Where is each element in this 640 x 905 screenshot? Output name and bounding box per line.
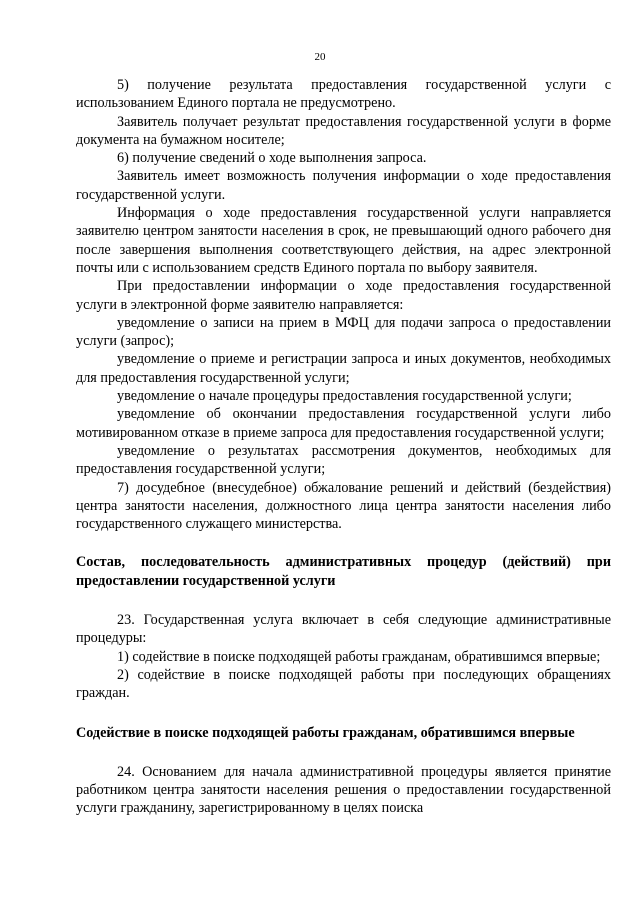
paragraph: уведомление о результатах рассмотрения документов, необходимых для предоставления государственной услуги; bbox=[76, 442, 611, 478]
paragraph: 5) получение результата предоставления государственной услуги с использованием Единого портала не предусмотрено. bbox=[76, 77, 611, 112]
paragraph: уведомление о приеме и регистрации запроса и иных документов, необходимых для предоставления государственной услуги; bbox=[76, 351, 611, 386]
document-body bbox=[76, 76, 611, 818]
paragraph: Информация о ходе предоставления государственной услуги направляется заявителю центром занятости населения в срок, не превышающий одного рабочего дня после завершения выполнения соответствующего действия, на адрес электронной почты или с использованием средств Единого портала по выбору заявителя. bbox=[76, 205, 611, 276]
paragraph: уведомление о записи на прием в МФЦ для подачи запроса о предоставлении услуги (запрос); bbox=[76, 314, 611, 350]
paragraph: уведомление об окончании предоставления государственной услуги либо мотивированном отказе в приеме запроса для предоставления государственной услуги; bbox=[76, 406, 611, 441]
paragraph: 2) содействие в поиске подходящей работы при последующих обращениях граждан. bbox=[76, 666, 611, 702]
paragraph: 6) получение сведений о ходе выполнения запроса. bbox=[117, 150, 427, 167]
paragraph: Заявитель получает результат предоставления государственной услуги в форме документа на бумажном носителе; bbox=[76, 113, 611, 148]
paragraph: При предоставлении информации о ходе предоставления государственной услуги в электронной форме заявителю направляется: bbox=[76, 278, 611, 313]
paragraph: уведомление о начале процедуры предоставления государственной услуги; bbox=[117, 388, 572, 405]
paragraph: 1) содействие в поиске подходящей работы гражданам, обратившимся впервые; bbox=[117, 648, 601, 665]
paragraph: 24. Основанием для начала административной процедуры является принятие работником центра занятости населения решения о предоставлении государственной услуги гражданину, зарегистрированному в целях поиска bbox=[76, 763, 611, 817]
section-heading: Состав, последовательность административных процедур (действий) при предоставлении государственной услуги bbox=[76, 554, 611, 589]
paragraph: 7) досудебное (внесудебное) обжалование решений и действий (бездействия) центра занятости населения, должностного лица центра занятости населения либо государственного служащего министерства. bbox=[76, 479, 611, 533]
paragraph: Заявитель имеет возможность получения информации о ходе предоставления государственной услуги. bbox=[76, 168, 611, 203]
paragraph: 23. Государственная услуга включает в себя следующие административные процедуры: bbox=[76, 612, 611, 647]
page-number: 20 bbox=[314, 51, 326, 63]
subsection-heading: Содействие в поиске подходящей работы гражданам, обратившимся впервые bbox=[76, 724, 575, 741]
